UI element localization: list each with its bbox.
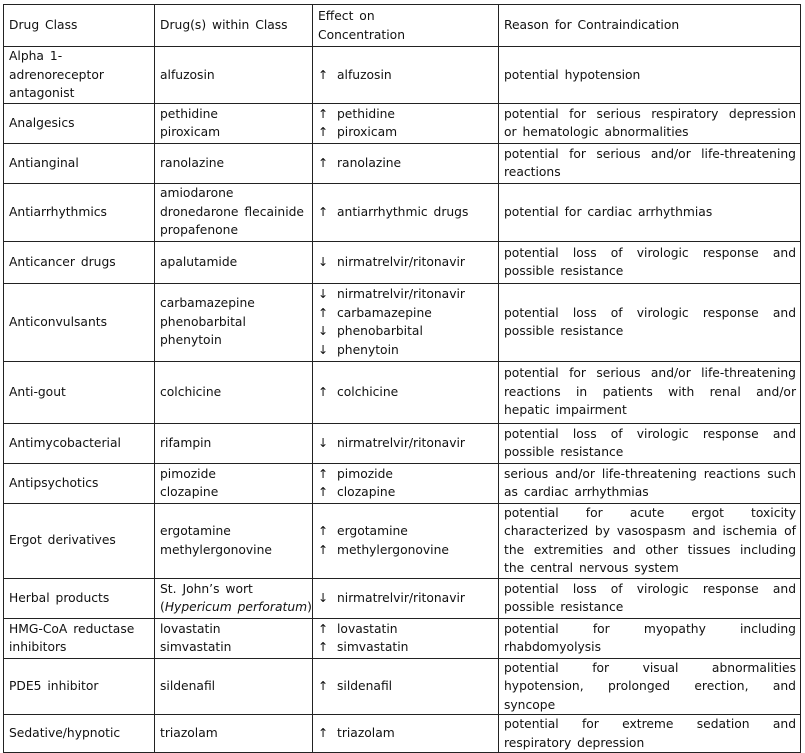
cell-drugs: [155, 578, 313, 618]
drug-name: ranolazine: [160, 155, 225, 170]
table-row: [4, 103, 801, 143]
effect-entry: [318, 620, 493, 639]
drug-name: pimozide: [160, 466, 216, 481]
cell-effect: [313, 463, 499, 503]
cell-drugs: [155, 618, 313, 658]
table-row: [4, 578, 801, 618]
effect-text: alfuzosin: [337, 67, 392, 82]
arrow-up-icon: ↑: [318, 679, 329, 693]
arrow-down-icon: ↓: [318, 590, 329, 605]
arrow-up-icon: ↑: [318, 155, 329, 170]
effect-entry: [318, 383, 493, 402]
effect-entry: [318, 465, 493, 484]
cell-drugs: [155, 361, 313, 423]
header-effect-text: Effect on Concentration: [318, 9, 405, 42]
table-row: [4, 463, 801, 503]
cell-drug-class: Anti-gout: [4, 361, 155, 423]
effect-text: nirmatrelvir/ritonavir: [337, 254, 465, 269]
cell-reason: potential loss of virologic response and possible resistance: [499, 578, 801, 618]
table-row: [4, 183, 801, 241]
effect-text: carbamazepine: [337, 305, 432, 320]
cell-effect: [313, 361, 499, 423]
effect-entry: [318, 341, 493, 360]
table-row: [4, 503, 801, 578]
cell-effect: [313, 503, 499, 578]
drug-name: ergotamine: [160, 524, 231, 538]
drug-name: pethidine: [160, 106, 218, 121]
cell-drugs: [155, 241, 313, 283]
drug-name: carbamazepine: [160, 296, 255, 311]
arrow-down-icon: ↓: [318, 435, 329, 450]
drug-name: triazolam: [160, 726, 218, 741]
table-row: [4, 423, 801, 463]
contraindication-table: [3, 4, 801, 753]
drug-latin-name: (Hypericum perforatum): [160, 600, 312, 614]
effect-text: phenobarbital: [337, 324, 423, 338]
cell-drugs: [155, 463, 313, 503]
effect-entry: [318, 541, 493, 560]
cell-effect: [313, 423, 499, 463]
effect-entry: [318, 589, 493, 608]
arrow-up-icon: ↑: [318, 524, 329, 538]
drug-latin-name-text: Hypericum perforatum: [164, 600, 308, 614]
cell-reason: serious and/or life-threatening reactions such as cardiac arrhythmias: [499, 463, 801, 503]
cell-reason: potential loss of virologic response and possible resistance: [499, 423, 801, 463]
cell-drug-class: Antiarrhythmics: [4, 183, 155, 241]
effect-text: antiarrhythmic drugs: [337, 204, 469, 219]
arrow-up-icon: ↑: [318, 106, 329, 121]
cell-drugs: [155, 658, 313, 715]
cell-drug-class: Alpha 1-adrenoreceptor antagonist: [4, 47, 155, 104]
cell-effect: [313, 143, 499, 183]
cell-reason: potential for visual abnormalities hypotension, prolonged erection, and syncope: [499, 658, 801, 715]
cell-effect: [313, 183, 499, 241]
arrow-up-icon: ↑: [318, 305, 329, 320]
cell-drug-class: Antipsychotics: [4, 463, 155, 503]
table-row: [4, 241, 801, 283]
cell-reason: potential hypotension: [499, 47, 801, 104]
drug-name: piroxicam: [160, 125, 221, 139]
cell-effect: [313, 47, 499, 104]
cell-reason: potential for serious and/or life-threatening reactions in patients with renal and/or hepatic impairment: [499, 361, 801, 423]
arrow-up-icon: ↑: [318, 542, 329, 557]
cell-drugs: [155, 47, 313, 104]
table-row: [4, 658, 801, 715]
cell-drug-class: Anticonvulsants: [4, 283, 155, 361]
arrow-down-icon: ↓: [318, 287, 329, 301]
effect-entry: [318, 154, 493, 173]
effect-text: piroxicam: [337, 125, 398, 139]
header-row: [4, 5, 801, 47]
effect-text: pethidine: [337, 106, 395, 121]
cell-drugs: [155, 423, 313, 463]
cell-drug-class: Sedative/hypnotic: [4, 715, 155, 753]
arrow-up-icon: ↑: [318, 621, 329, 636]
cell-drug-class: Herbal products: [4, 578, 155, 618]
cell-drugs: [155, 103, 313, 143]
cell-effect: [313, 618, 499, 658]
cell-reason: potential for cardiac arrhythmias: [499, 183, 801, 241]
drug-name: dronedarone flecainide: [160, 204, 304, 219]
effect-text: nirmatrelvir/ritonavir: [337, 590, 465, 605]
effect-text: ergotamine: [337, 524, 408, 538]
cell-reason: potential for serious and/or life-threatening reactions: [499, 143, 801, 183]
effect-text: sildenafil: [337, 679, 393, 693]
effect-entry: [318, 203, 493, 222]
cell-drug-class: Antianginal: [4, 143, 155, 183]
cell-drugs: [155, 503, 313, 578]
drug-name: simvastatin: [160, 640, 232, 654]
header-drug-class: Drug Class: [4, 5, 155, 47]
effect-text: phenytoin: [337, 342, 399, 357]
effect-text: colchicine: [337, 384, 399, 399]
cell-effect: [313, 578, 499, 618]
cell-drugs: [155, 283, 313, 361]
drug-name: phenytoin: [160, 333, 222, 348]
effect-text: triazolam: [337, 726, 395, 741]
cell-reason: potential for serious respiratory depression or hematologic abnormalities: [499, 103, 801, 143]
table-row: [4, 618, 801, 658]
effect-text: pimozide: [337, 466, 393, 481]
drug-name: clozapine: [160, 485, 219, 499]
cell-drug-class: Anticancer drugs: [4, 241, 155, 283]
cell-drug-class: PDE5 inhibitor: [4, 658, 155, 715]
header-effect-on-concentration: [313, 5, 499, 47]
effect-text: methylergonovine: [337, 542, 449, 557]
drug-name: St. John’s wort: [160, 581, 253, 596]
effect-text: clozapine: [337, 485, 396, 499]
effect-entry: [318, 123, 493, 142]
cell-reason: potential for extreme sedation and respiratory depression: [499, 715, 801, 753]
cell-reason: potential for myopathy including rhabdomyolysis: [499, 618, 801, 658]
drug-name: apalutamide: [160, 254, 238, 269]
arrow-up-icon: ↑: [318, 726, 329, 741]
arrow-up-icon: ↑: [318, 204, 329, 219]
effect-entry: [318, 322, 493, 341]
arrow-up-icon: ↑: [318, 485, 329, 499]
drug-name: colchicine: [160, 384, 222, 399]
arrow-down-icon: ↓: [318, 324, 329, 338]
effect-text: nirmatrelvir/ritonavir: [337, 435, 465, 450]
drug-name: lovastatin: [160, 621, 221, 636]
cell-drug-class: Analgesics: [4, 103, 155, 143]
effect-entry: [318, 253, 493, 272]
cell-drug-class: Ergot derivatives: [4, 503, 155, 578]
cell-drugs: [155, 143, 313, 183]
arrow-up-icon: ↑: [318, 67, 329, 82]
header-reason: Reason for Contraindication: [499, 5, 801, 47]
arrow-up-icon: ↑: [318, 466, 329, 481]
effect-entry: [318, 483, 493, 502]
drug-name: phenobarbital: [160, 314, 246, 329]
effect-text: nirmatrelvir/ritonavir: [337, 287, 465, 301]
cell-reason: potential loss of virologic response and possible resistance: [499, 283, 801, 361]
cell-drugs: [155, 183, 313, 241]
arrow-up-icon: ↑: [318, 384, 329, 399]
cell-drug-class: HMG-CoA reductase inhibitors: [4, 618, 155, 658]
effect-entry: [318, 66, 493, 85]
effect-entry: [318, 304, 493, 323]
arrow-up-icon: ↑: [318, 125, 329, 139]
arrow-down-icon: ↓: [318, 254, 329, 269]
table-row: [4, 361, 801, 423]
effect-entry: [318, 522, 493, 541]
drug-name: methylergonovine: [160, 542, 272, 557]
drug-name: alfuzosin: [160, 67, 215, 82]
effect-text: ranolazine: [337, 155, 402, 170]
arrow-up-icon: ↑: [318, 640, 329, 654]
drug-name: amiodarone: [160, 186, 234, 201]
table-row: [4, 283, 801, 361]
effect-text: lovastatin: [337, 621, 398, 636]
cell-effect: [313, 241, 499, 283]
table-row: [4, 143, 801, 183]
drug-name: rifampin: [160, 435, 212, 450]
header-drugs-within-class: Drug(s) within Class: [155, 5, 313, 47]
table-body: [4, 5, 801, 753]
table-row: [4, 47, 801, 104]
cell-effect: [313, 283, 499, 361]
effect-entry: [318, 434, 493, 453]
drug-name: sildenafil: [160, 679, 216, 693]
cell-reason: potential loss of virologic response and possible resistance: [499, 241, 801, 283]
effect-entry: [318, 105, 493, 124]
cell-effect: [313, 658, 499, 715]
cell-drug-class: Antimycobacterial: [4, 423, 155, 463]
drug-name: propafenone: [160, 223, 239, 238]
cell-reason: potential for acute ergot toxicity characterized by vasospasm and ischemia of the extremities and other tissues including the central nervous system: [499, 503, 801, 578]
effect-entry: [318, 677, 493, 696]
effect-entry: [318, 638, 493, 657]
cell-effect: [313, 103, 499, 143]
arrow-down-icon: ↓: [318, 342, 329, 357]
effect-entry: [318, 285, 493, 304]
effect-text: simvastatin: [337, 640, 409, 654]
